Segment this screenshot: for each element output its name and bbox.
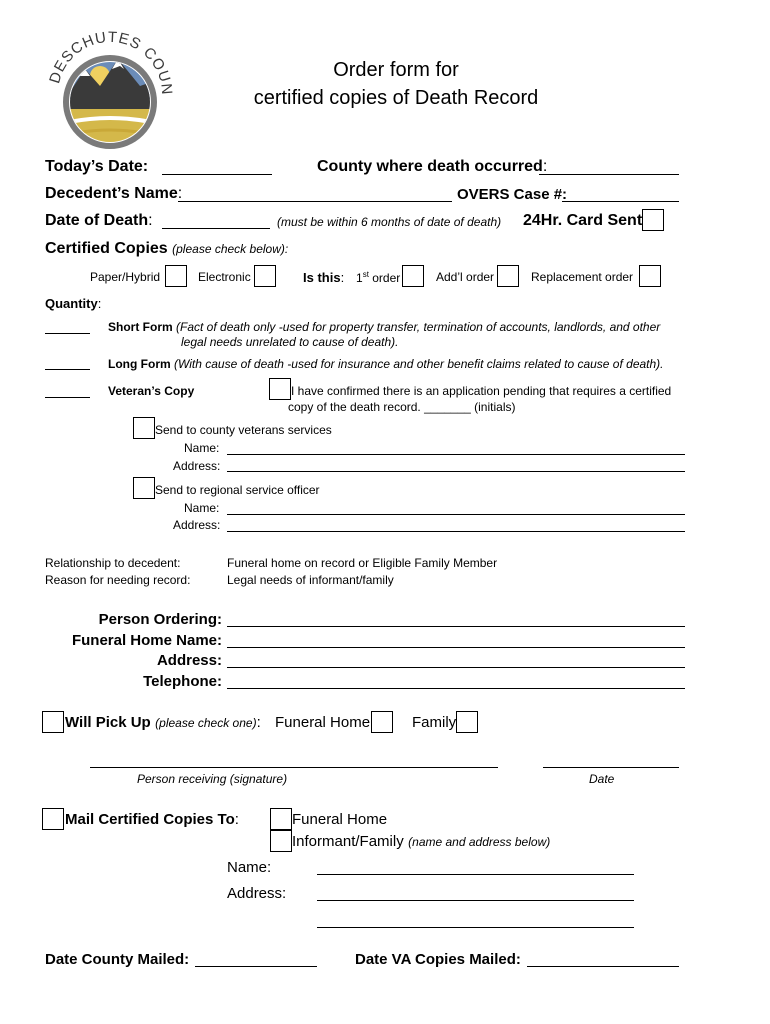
person-ordering-field[interactable] bbox=[227, 626, 685, 627]
send-regional-name-field[interactable] bbox=[227, 514, 685, 515]
signature-field[interactable] bbox=[90, 767, 498, 768]
mail-copies-checkbox[interactable] bbox=[42, 808, 64, 830]
is-this-colon: : bbox=[340, 270, 345, 285]
addl-order-checkbox[interactable] bbox=[497, 265, 519, 287]
signature-label: Person receiving (signature) bbox=[137, 772, 288, 786]
ordering-telephone-field[interactable] bbox=[227, 688, 685, 689]
addl-order-label: Add’l order bbox=[436, 270, 495, 284]
ordering-telephone-label: Telephone: bbox=[143, 673, 222, 690]
send-regional-address-field[interactable] bbox=[227, 531, 685, 532]
certified-copies-note: (please check below): bbox=[172, 242, 289, 256]
electronic-checkbox[interactable] bbox=[254, 265, 276, 287]
will-pickup-label: Will Pick Up bbox=[65, 714, 151, 731]
quantity-colon: : bbox=[97, 296, 102, 311]
pickup-funeral-home-checkbox[interactable] bbox=[371, 711, 393, 733]
replacement-order-checkbox[interactable] bbox=[639, 265, 661, 287]
reason-label: Reason for needing record: bbox=[45, 573, 191, 587]
is-this-label: Is this bbox=[303, 270, 341, 285]
mail-address-field-2[interactable] bbox=[317, 927, 634, 928]
send-regional-label: Send to regional service officer bbox=[155, 483, 320, 497]
long-form-label: Long Form bbox=[108, 357, 171, 371]
decedent-field[interactable] bbox=[178, 201, 452, 202]
overs-label: OVERS Case #: bbox=[457, 186, 568, 203]
electronic-label: Electronic bbox=[198, 270, 251, 284]
date-of-death-note: (must be within 6 months of date of death) bbox=[277, 215, 502, 229]
will-pickup-note: (please check one) bbox=[155, 716, 257, 730]
first-order-sup: st bbox=[362, 270, 369, 279]
pickup-family-checkbox[interactable] bbox=[456, 711, 478, 733]
send-county-label: Send to county veterans services bbox=[155, 423, 332, 437]
short-form-qty-field[interactable] bbox=[45, 333, 90, 334]
card-sent-checkbox[interactable] bbox=[642, 209, 664, 231]
veterans-confirm-line2: copy of the death record. bbox=[288, 400, 425, 414]
mail-family-label: Informant/Family bbox=[292, 833, 404, 850]
send-regional-checkbox[interactable] bbox=[133, 477, 155, 499]
person-ordering-label: Person Ordering: bbox=[98, 611, 222, 628]
date-va-mailed-field[interactable] bbox=[527, 966, 679, 967]
veterans-qty-field[interactable] bbox=[45, 397, 90, 398]
logo-text: DESCHUTES COUN bbox=[46, 28, 176, 97]
send-county-name-field[interactable] bbox=[227, 454, 685, 455]
will-pickup-checkbox[interactable] bbox=[42, 711, 64, 733]
quantity-label: Quantity bbox=[45, 296, 98, 311]
short-form-label: Short Form bbox=[108, 320, 173, 334]
ordering-address-label: Address: bbox=[156, 652, 222, 669]
pickup-family-label: Family bbox=[412, 714, 457, 731]
first-order-label: order bbox=[368, 271, 401, 285]
mail-name-field[interactable] bbox=[317, 874, 634, 875]
mail-copies-colon: : bbox=[234, 811, 239, 828]
todays-date-label: Today’s Date: bbox=[45, 158, 149, 175]
mail-name-label: Name: bbox=[227, 859, 272, 876]
send-county-address-label: Address: bbox=[173, 459, 221, 473]
date-of-death-field[interactable] bbox=[162, 228, 270, 229]
funeral-home-name-field[interactable] bbox=[227, 647, 685, 648]
replacement-order-label: Replacement order bbox=[531, 270, 634, 284]
date-of-death-label: Date of Death bbox=[45, 212, 149, 229]
decedent-colon: : bbox=[177, 185, 183, 202]
veterans-copy-label: Veteran’s Copy bbox=[108, 384, 195, 398]
card-sent-label: 24Hr. Card Sent bbox=[523, 212, 643, 229]
first-order-num: 1 bbox=[356, 271, 363, 285]
county-label: County where death occurred bbox=[317, 158, 543, 175]
short-form-desc1: (Fact of death only -used for property transfer, termination of accounts, landlords, and other bbox=[176, 320, 661, 334]
mail-address-label: Address: bbox=[227, 885, 287, 902]
pickup-funeral-home-label: Funeral Home bbox=[275, 714, 371, 731]
paper-hybrid-label: Paper/Hybrid bbox=[90, 270, 161, 284]
funeral-home-name-label: Funeral Home Name: bbox=[71, 632, 222, 649]
send-county-checkbox[interactable] bbox=[133, 417, 155, 439]
send-county-address-field[interactable] bbox=[227, 471, 685, 472]
date-va-mailed-label: Date VA Copies Mailed: bbox=[355, 951, 521, 968]
will-pickup-colon: : bbox=[256, 714, 261, 731]
veterans-initials-field[interactable]: _______ bbox=[424, 400, 471, 414]
paper-hybrid-checkbox[interactable] bbox=[165, 265, 187, 287]
certified-copies-label: Certified Copies bbox=[45, 240, 168, 257]
signature-date-label: Date bbox=[589, 772, 615, 786]
form-title-line1: Order form for bbox=[333, 59, 459, 81]
mail-family-checkbox[interactable] bbox=[270, 830, 292, 852]
send-regional-address-label: Address: bbox=[173, 518, 221, 532]
county-colon: : bbox=[542, 158, 548, 175]
send-regional-name-label: Name: bbox=[184, 501, 220, 515]
mail-funeral-home-checkbox[interactable] bbox=[270, 808, 292, 830]
ordering-address-field[interactable] bbox=[227, 667, 685, 668]
veterans-initials-label: (initials) bbox=[470, 400, 516, 414]
short-form-desc2: legal needs unrelated to cause of death). bbox=[181, 335, 399, 349]
todays-date-field[interactable] bbox=[162, 174, 272, 175]
veterans-confirm-checkbox[interactable] bbox=[269, 378, 291, 400]
signature-date-field[interactable] bbox=[543, 767, 679, 768]
mail-address-field-1[interactable] bbox=[317, 900, 634, 901]
send-county-name-label: Name: bbox=[184, 441, 220, 455]
mail-family-note: (name and address below) bbox=[408, 835, 551, 849]
relationship-value: Funeral home on record or Eligible Family Member bbox=[227, 556, 498, 570]
date-of-death-colon: : bbox=[148, 212, 153, 229]
date-county-mailed-field[interactable] bbox=[195, 966, 317, 967]
veterans-confirm-line1: I have confirmed there is an application pending that requires a certified bbox=[291, 384, 672, 398]
county-field[interactable] bbox=[539, 174, 679, 175]
county-logo bbox=[40, 24, 180, 154]
decedent-label: Decedent’s Name bbox=[45, 185, 178, 202]
county-seal-icon bbox=[40, 24, 180, 154]
overs-field[interactable] bbox=[562, 201, 679, 202]
relationship-label: Relationship to decedent: bbox=[45, 556, 181, 570]
mail-funeral-home-label: Funeral Home bbox=[292, 811, 388, 828]
long-form-qty-field[interactable] bbox=[45, 369, 90, 370]
date-county-mailed-label: Date County Mailed: bbox=[45, 951, 190, 968]
form-title-line2: certified copies of Death Record bbox=[253, 87, 539, 109]
first-order-checkbox[interactable] bbox=[402, 265, 424, 287]
long-form-desc: (With cause of death -used for insurance and other benefit claims related to cause of death). bbox=[174, 357, 664, 371]
reason-value: Legal needs of informant/family bbox=[227, 573, 394, 587]
mail-copies-label: Mail Certified Copies To bbox=[65, 811, 235, 828]
